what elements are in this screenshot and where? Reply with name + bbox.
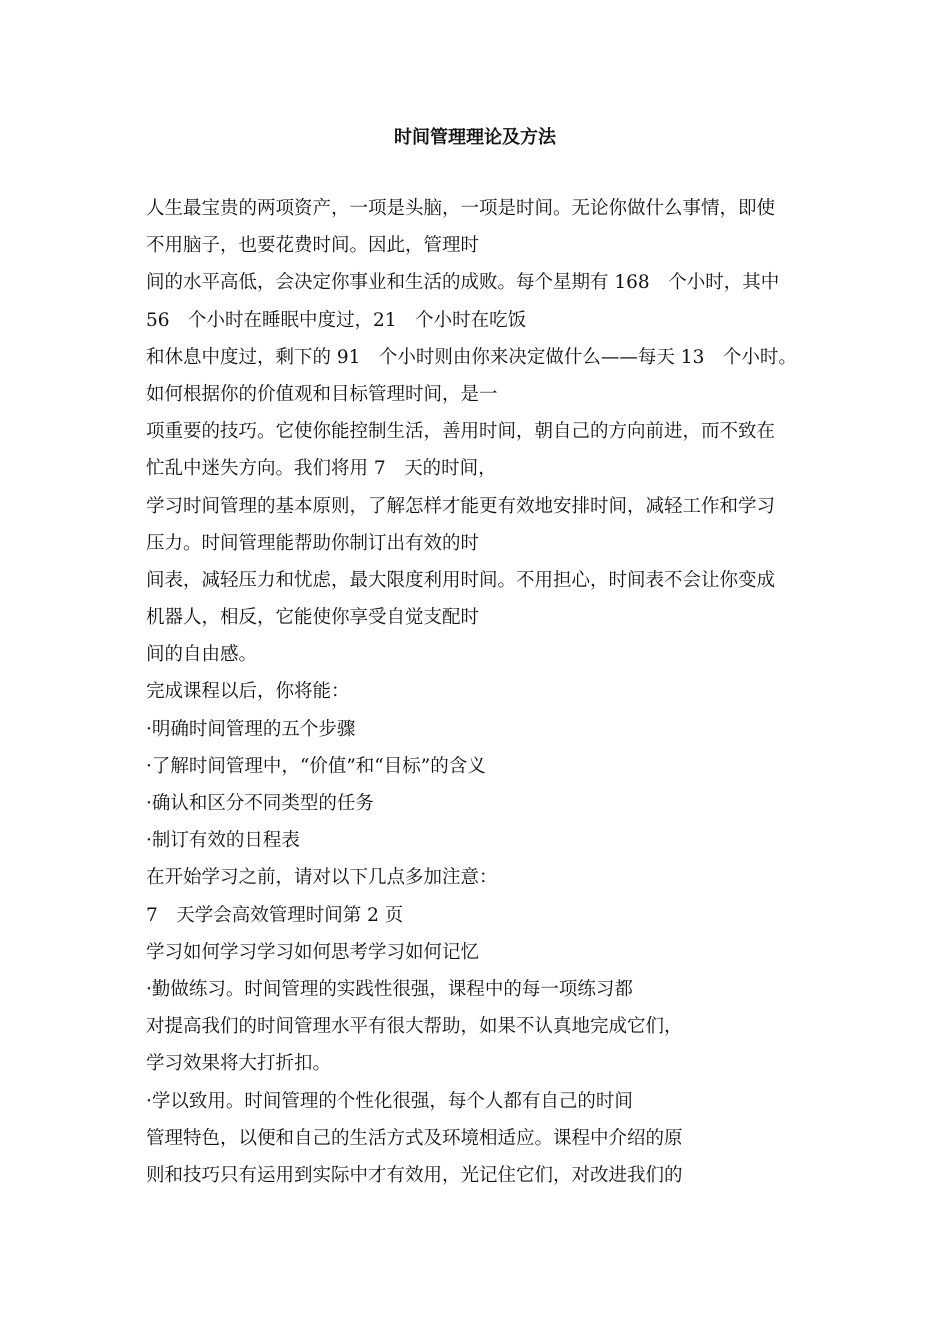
body-line: 完成课程以后，你将能： — [146, 681, 350, 703]
body-line: 管理特色，以便和自己的生活方式及环境相适应。课程中介绍的原 — [146, 1127, 683, 1149]
body-line: 忙乱中迷失方向。我们将用 7 天的时间， — [146, 458, 497, 480]
body-line: 56 个小时在睡眠中度过，21 个小时在吃饭 — [146, 309, 527, 331]
body-line: 间的自由感。 — [146, 644, 258, 666]
list-item: ·制订有效的日程表 — [146, 830, 300, 852]
document-title: 时间管理理论及方法 — [394, 127, 556, 148]
body-line: 和休息中度过，剩下的 91 个小时则由你来决定做什么——每天 13 个小时。 — [146, 346, 797, 368]
body-line: 则和技巧只有运用到实际中才有效用，光记住它们，对改进我们的 — [146, 1164, 683, 1186]
body-line: 学习效果将大打折扣。 — [146, 1053, 332, 1075]
body-line: 对提高我们的时间管理水平有很大帮助，如果不认真地完成它们， — [146, 1016, 683, 1038]
body-line: 不用脑子，也要花费时间。因此，管理时 — [146, 235, 480, 257]
body-line: 人生最宝贵的两项资产，一项是头脑，一项是时间。无论你做什么事情，即使 — [146, 198, 776, 219]
document-body — [146, 195, 846, 1199]
body-line: 如何根据你的价值观和目标管理时间，是一 — [146, 383, 498, 405]
body-line: 机器人，相反，它能使你享受自觉支配时 — [146, 607, 480, 629]
body-line: 在开始学习之前，请对以下几点多加注意： — [146, 867, 498, 889]
body-line: 压力。时间管理能帮助你制订出有效的时 — [146, 532, 480, 554]
list-item: ·学以致用。时间管理的个性化很强，每个人都有自己的时间 — [146, 1090, 633, 1112]
body-line: 学习如何学习学习如何思考学习如何记忆 — [146, 941, 480, 963]
body-line: 间表，减轻压力和忧虑，最大限度利用时间。不用担心，时间表不会让你变成 — [146, 569, 776, 591]
body-line: 学习时间管理的基本原则，了解怎样才能更有效地安排时间，减轻工作和学习 — [146, 495, 776, 517]
list-item: ·明确时间管理的五个步骤 — [146, 718, 356, 740]
body-line: 间的水平高低，会决定你事业和生活的成败。每个星期有 168 个小时，其中 — [146, 272, 780, 294]
list-item: ·勤做练习。时间管理的实践性很强，课程中的每一项练习都 — [146, 978, 633, 1000]
body-line: 项重要的技巧。它使你能控制生活，善用时间，朝自己的方向前进，而不致在 — [146, 421, 776, 443]
list-item: ·确认和区分不同类型的任务 — [146, 793, 374, 814]
list-item: ·了解时间管理中，“价值”和“目标”的含义 — [146, 755, 486, 777]
page-marker: 7 天学会高效管理时间第 2 页 — [146, 904, 404, 926]
